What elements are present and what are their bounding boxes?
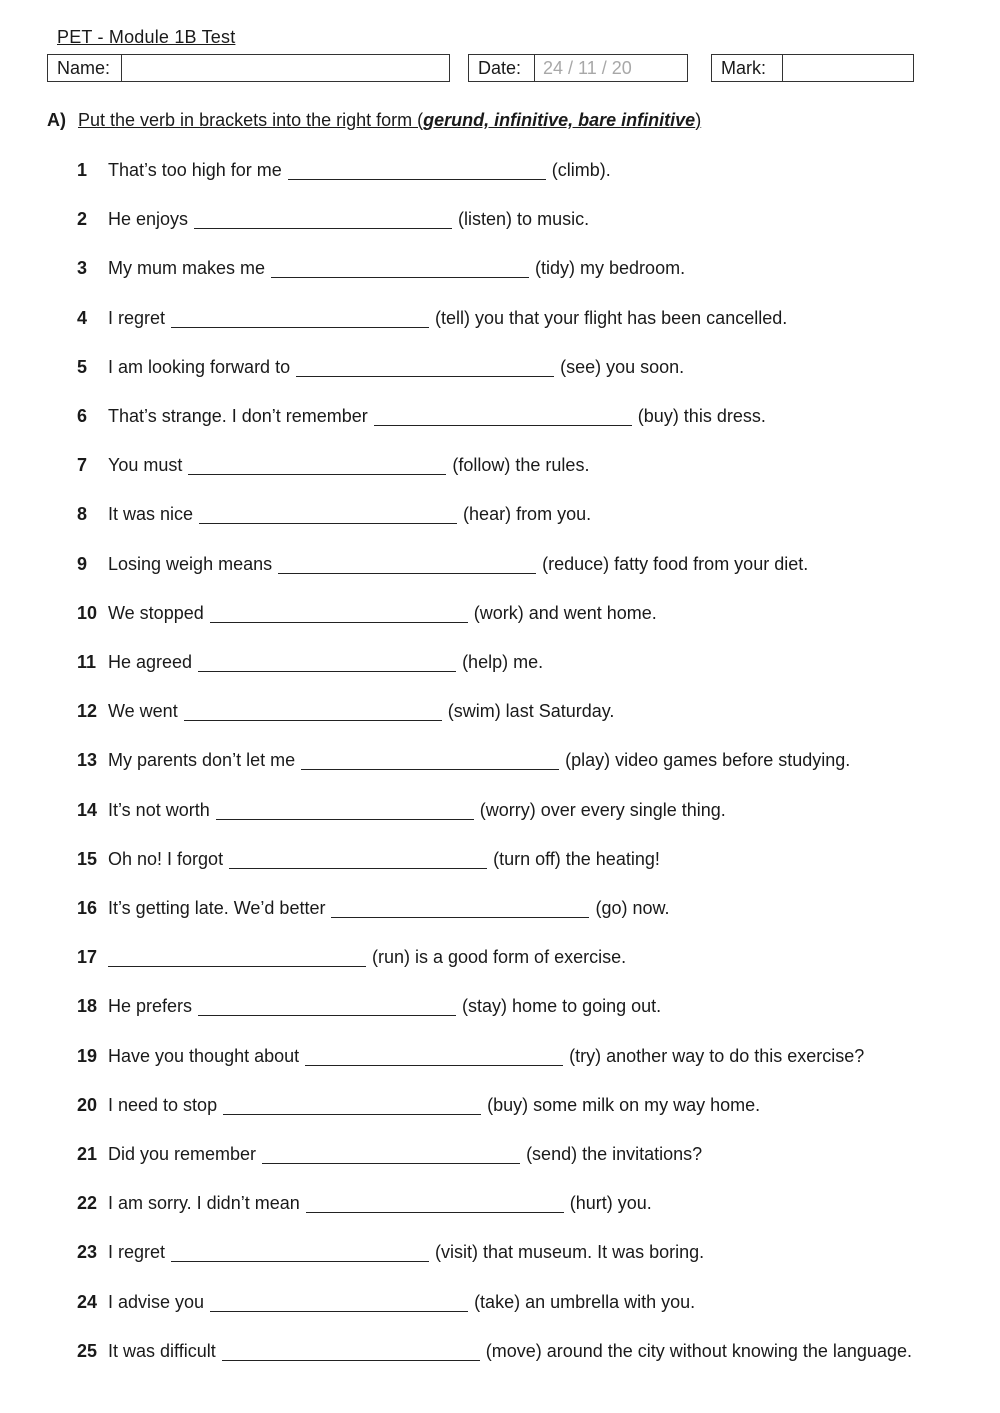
- question-item: [77, 1095, 760, 1116]
- question-number: 25: [77, 1340, 98, 1361]
- question-number: 20: [77, 1094, 98, 1115]
- answer-blank[interactable]: [306, 1211, 564, 1213]
- question-text-before: He agreed: [108, 652, 193, 672]
- name-label: Name:: [48, 55, 122, 81]
- section-heading: [47, 110, 701, 131]
- question-text-before: I regret: [108, 307, 166, 328]
- question-item: [77, 455, 589, 476]
- answer-blank[interactable]: [222, 1359, 480, 1361]
- question-text-after: (help) me.: [462, 652, 544, 672]
- question-text-after: (stay) home to going out.: [462, 996, 662, 1017]
- question-number: 5: [77, 356, 88, 377]
- question-item: [77, 1193, 652, 1214]
- question-text-before: I advise you: [108, 1291, 205, 1312]
- question-text-before: You must: [108, 455, 183, 476]
- question-text-before: He enjoys: [108, 209, 189, 230]
- question-text-after: (swim) last Saturday.: [447, 701, 615, 722]
- question-item: [77, 1242, 704, 1263]
- answer-blank[interactable]: [198, 670, 456, 672]
- question-text-after: (tidy) my bedroom.: [535, 258, 686, 279]
- question-item: [77, 554, 808, 575]
- question-number: 17: [77, 947, 98, 968]
- answer-blank[interactable]: [229, 867, 487, 869]
- question-number: 19: [77, 1045, 98, 1066]
- answer-blank[interactable]: [288, 178, 546, 180]
- question-item: [77, 701, 614, 722]
- question-number: 13: [77, 750, 98, 771]
- question-text-after: (climb).: [551, 160, 611, 180]
- question-text-before: Have you thought about: [108, 1045, 300, 1066]
- instruction-prefix: Put the verb in brackets into the right form (: [78, 110, 424, 130]
- question-text-after: (visit) that museum. It was boring.: [435, 1242, 705, 1263]
- answer-blank[interactable]: [184, 719, 442, 721]
- question-number: 8: [77, 504, 88, 525]
- question-item: [77, 160, 611, 181]
- answer-blank[interactable]: [216, 818, 474, 820]
- question-number: 11: [77, 652, 97, 672]
- question-item: [77, 652, 543, 673]
- question-text-after: (follow) the rules.: [452, 455, 590, 476]
- question-text-before: Did you remember: [108, 1144, 257, 1164]
- question-item: [77, 603, 657, 624]
- question-item: [77, 898, 670, 919]
- question-text-after: (hurt) you.: [569, 1193, 652, 1214]
- question-item: [77, 504, 591, 525]
- question-text-before: Losing weigh means: [108, 553, 273, 574]
- question-text-after: (move) around the city without knowing the language.: [485, 1340, 912, 1361]
- answer-blank[interactable]: [171, 1260, 429, 1262]
- date-label: Date:: [469, 55, 535, 81]
- question-number: 3: [77, 258, 88, 279]
- test-title: PET - Module 1B Test: [57, 27, 236, 47]
- question-text-after: (go) now.: [595, 898, 670, 918]
- name-field: [47, 54, 450, 82]
- instruction-emphasis: gerund, infinitive, bare infinitive: [423, 110, 696, 130]
- question-text-after: (try) another way to do this exercise?: [569, 1045, 865, 1066]
- question-item: [77, 357, 684, 378]
- question-text-after: (tell) you that your flight has been cancelled.: [435, 307, 788, 328]
- date-input[interactable]: 24 / 11 / 20: [543, 57, 632, 78]
- question-number: 10: [77, 602, 98, 623]
- question-text-before: It was nice: [108, 504, 194, 525]
- answer-blank[interactable]: [262, 1162, 520, 1164]
- answer-blank[interactable]: [301, 768, 559, 770]
- question-text-after: (reduce) fatty food from your diet.: [542, 553, 809, 574]
- question-text-before: My parents don’t let me: [108, 750, 296, 771]
- answer-blank[interactable]: [296, 375, 554, 377]
- answer-blank[interactable]: [210, 621, 468, 623]
- question-text-after: (take) an umbrella with you.: [474, 1291, 696, 1312]
- question-item: [77, 308, 787, 329]
- question-text-before: It’s getting late. We’d better: [108, 898, 326, 918]
- question-text-after: (play) video games before studying.: [565, 750, 851, 771]
- question-number: 22: [77, 1193, 98, 1214]
- name-input[interactable]: [122, 55, 449, 81]
- section-instruction: [78, 110, 701, 131]
- question-text-before: We stopped: [108, 602, 204, 623]
- question-text-before: It was difficult: [108, 1340, 216, 1361]
- question-number: 16: [77, 898, 98, 918]
- question-number: 21: [77, 1144, 98, 1164]
- answer-blank[interactable]: [223, 1113, 481, 1115]
- question-text-before: Oh no! I forgot: [108, 848, 224, 869]
- question-number: 7: [77, 455, 88, 476]
- section-letter: A): [47, 110, 66, 130]
- question-text-after: (buy) some milk on my way home.: [487, 1094, 761, 1115]
- question-text-after: (turn off) the heating!: [493, 848, 660, 869]
- question-text-before: I regret: [108, 1242, 166, 1263]
- question-text-before: I am looking forward to: [108, 356, 291, 377]
- question-item: [77, 258, 685, 279]
- question-text-before: My mum makes me: [108, 258, 266, 279]
- question-number: 18: [77, 996, 98, 1017]
- question-text-after: (worry) over every single thing.: [479, 799, 726, 820]
- question-number: 24: [77, 1291, 98, 1312]
- instruction-suffix: ): [695, 110, 702, 130]
- question-item: [77, 209, 589, 230]
- question-number: 1: [77, 160, 88, 180]
- answer-blank[interactable]: [331, 916, 589, 918]
- question-text-after: (send) the invitations?: [526, 1144, 703, 1164]
- question-item: [77, 996, 661, 1017]
- question-item: [77, 1292, 695, 1313]
- question-text-before: I am sorry. I didn’t mean: [108, 1193, 300, 1214]
- question-text-after: (run) is a good form of exercise.: [372, 947, 627, 968]
- question-item: [77, 849, 660, 870]
- answer-blank[interactable]: [171, 326, 429, 328]
- question-text-before: We went: [108, 701, 178, 722]
- question-item: [77, 750, 850, 771]
- mark-field: [711, 54, 914, 82]
- question-number: 2: [77, 209, 88, 230]
- question-item: [77, 406, 766, 427]
- question-text-after: (see) you soon.: [560, 356, 685, 377]
- question-text-before: That’s too high for me: [108, 160, 282, 180]
- answer-blank[interactable]: [188, 473, 446, 475]
- question-text-after: (hear) from you.: [463, 504, 592, 525]
- question-number: 15: [77, 848, 98, 869]
- question-item: [77, 1046, 864, 1067]
- answer-blank[interactable]: [199, 522, 457, 524]
- date-field: [468, 54, 688, 82]
- answer-blank[interactable]: [210, 1310, 468, 1312]
- answer-blank[interactable]: [271, 276, 529, 278]
- question-text-after: (work) and went home.: [473, 602, 657, 623]
- question-text-before: It’s not worth: [108, 799, 210, 820]
- question-number: 14: [77, 799, 98, 820]
- answer-blank[interactable]: [198, 1014, 456, 1016]
- question-number: 12: [77, 701, 98, 722]
- question-item: [77, 947, 626, 968]
- question-item: [77, 800, 726, 821]
- question-text-before: I need to stop: [108, 1094, 218, 1115]
- answer-blank[interactable]: [374, 424, 632, 426]
- question-item: [77, 1144, 702, 1165]
- answer-blank[interactable]: [278, 572, 536, 574]
- question-text-before: That’s strange. I don’t remember: [108, 406, 368, 426]
- question-text-before: He prefers: [108, 996, 193, 1017]
- answer-blank[interactable]: [194, 227, 452, 229]
- question-number: 23: [77, 1242, 98, 1263]
- mark-input[interactable]: [783, 55, 913, 81]
- answer-blank[interactable]: [305, 1064, 563, 1066]
- question-item: [77, 1341, 912, 1362]
- question-number: 6: [77, 406, 88, 426]
- question-text-after: (buy) this dress.: [637, 406, 766, 426]
- mark-label: Mark:: [712, 55, 783, 81]
- question-number: 4: [77, 307, 88, 328]
- question-number: 9: [77, 553, 88, 574]
- question-text-after: (listen) to music.: [458, 209, 590, 230]
- answer-blank[interactable]: [108, 965, 366, 967]
